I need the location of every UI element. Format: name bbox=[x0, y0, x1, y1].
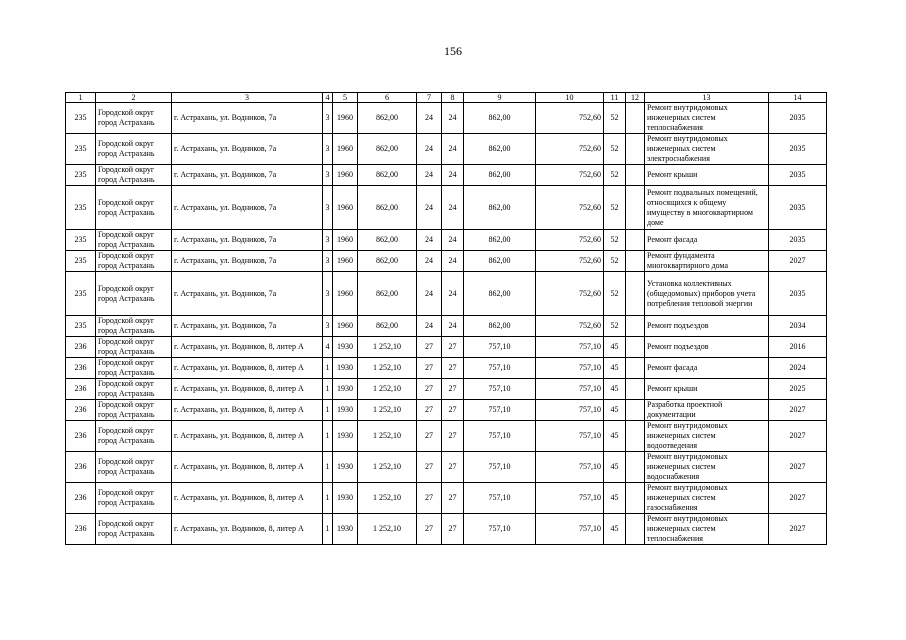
record-id-cell: 236 bbox=[66, 337, 96, 358]
address-cell: г. Астрахань, ул. Водников, 8, литер А bbox=[172, 379, 323, 400]
extra-column-cell bbox=[626, 186, 645, 230]
record-id-cell: 236 bbox=[66, 421, 96, 452]
floors-cell: 1 bbox=[323, 358, 333, 379]
year-built-cell: 1930 bbox=[333, 483, 358, 514]
apartments-cell: 24 bbox=[417, 251, 442, 272]
floors-cell: 1 bbox=[323, 452, 333, 483]
wear-percent-cell: 52 bbox=[604, 316, 626, 337]
column-header: 9 bbox=[464, 93, 536, 103]
apartments-cell: 24 bbox=[417, 134, 442, 165]
municipality-cell: Городской округ город Астрахань bbox=[96, 103, 172, 134]
extra-column-cell bbox=[626, 316, 645, 337]
residential-area-cell: 757,10 bbox=[536, 452, 604, 483]
apartments-cell: 24 bbox=[417, 316, 442, 337]
residents-cell: 24 bbox=[442, 165, 464, 186]
extra-column-cell bbox=[626, 230, 645, 251]
total-area-cell: 862,00 bbox=[358, 316, 417, 337]
total-area-cell: 1 252,10 bbox=[358, 421, 417, 452]
year-built-cell: 1960 bbox=[333, 316, 358, 337]
wear-percent-cell: 45 bbox=[604, 514, 626, 545]
planned-year-cell: 2016 bbox=[769, 337, 827, 358]
municipality-cell: Городской округ город Астрахань bbox=[96, 421, 172, 452]
planned-year-cell: 2027 bbox=[769, 452, 827, 483]
column-header: 5 bbox=[333, 93, 358, 103]
total-area-cell: 1 252,10 bbox=[358, 379, 417, 400]
extra-column-cell bbox=[626, 337, 645, 358]
floors-cell: 1 bbox=[323, 514, 333, 545]
residential-area-cell: 752,60 bbox=[536, 134, 604, 165]
residents-cell: 27 bbox=[442, 452, 464, 483]
record-id-cell: 235 bbox=[66, 134, 96, 165]
column-header: 8 bbox=[442, 93, 464, 103]
residents-cell: 24 bbox=[442, 186, 464, 230]
record-id-cell: 236 bbox=[66, 358, 96, 379]
living-area-cell: 862,00 bbox=[464, 186, 536, 230]
year-built-cell: 1930 bbox=[333, 421, 358, 452]
floors-cell: 1 bbox=[323, 379, 333, 400]
planned-year-cell: 2027 bbox=[769, 421, 827, 452]
work-type-cell: Ремонт внутридомовых инженерных систем газоснабжения bbox=[645, 483, 769, 514]
apartments-cell: 27 bbox=[417, 421, 442, 452]
address-cell: г. Астрахань, ул. Водников, 8, литер А bbox=[172, 337, 323, 358]
table-row bbox=[66, 358, 827, 379]
living-area-cell: 862,00 bbox=[464, 134, 536, 165]
total-area-cell: 862,00 bbox=[358, 134, 417, 165]
extra-column-cell bbox=[626, 400, 645, 421]
column-header: 1 bbox=[66, 93, 96, 103]
residents-cell: 27 bbox=[442, 421, 464, 452]
living-area-cell: 862,00 bbox=[464, 103, 536, 134]
table-row bbox=[66, 316, 827, 337]
year-built-cell: 1930 bbox=[333, 452, 358, 483]
year-built-cell: 1930 bbox=[333, 358, 358, 379]
address-cell: г. Астрахань, ул. Водников, 7а bbox=[172, 230, 323, 251]
planned-year-cell: 2035 bbox=[769, 103, 827, 134]
table-row bbox=[66, 272, 827, 316]
living-area-cell: 757,10 bbox=[464, 514, 536, 545]
table-row bbox=[66, 421, 827, 452]
residents-cell: 27 bbox=[442, 379, 464, 400]
total-area-cell: 862,00 bbox=[358, 186, 417, 230]
residential-area-cell: 757,10 bbox=[536, 400, 604, 421]
table-row bbox=[66, 400, 827, 421]
floors-cell: 3 bbox=[323, 165, 333, 186]
total-area-cell: 1 252,10 bbox=[358, 483, 417, 514]
planned-year-cell: 2027 bbox=[769, 400, 827, 421]
living-area-cell: 757,10 bbox=[464, 400, 536, 421]
apartments-cell: 27 bbox=[417, 483, 442, 514]
living-area-cell: 757,10 bbox=[464, 483, 536, 514]
column-header: 13 bbox=[645, 93, 769, 103]
address-cell: г. Астрахань, ул. Водников, 7а bbox=[172, 316, 323, 337]
residential-area-cell: 757,10 bbox=[536, 337, 604, 358]
column-header: 4 bbox=[323, 93, 333, 103]
municipality-cell: Городской округ город Астрахань bbox=[96, 165, 172, 186]
municipality-cell: Городской округ город Астрахань bbox=[96, 134, 172, 165]
work-type-cell: Ремонт подъездов bbox=[645, 316, 769, 337]
living-area-cell: 757,10 bbox=[464, 421, 536, 452]
record-id-cell: 235 bbox=[66, 272, 96, 316]
year-built-cell: 1960 bbox=[333, 165, 358, 186]
record-id-cell: 235 bbox=[66, 251, 96, 272]
work-type-cell: Ремонт фасада bbox=[645, 358, 769, 379]
wear-percent-cell: 45 bbox=[604, 452, 626, 483]
municipality-cell: Городской округ город Астрахань bbox=[96, 483, 172, 514]
wear-percent-cell: 45 bbox=[604, 358, 626, 379]
extra-column-cell bbox=[626, 452, 645, 483]
year-built-cell: 1930 bbox=[333, 337, 358, 358]
extra-column-cell bbox=[626, 165, 645, 186]
living-area-cell: 757,10 bbox=[464, 358, 536, 379]
work-type-cell: Разработка проектной документации bbox=[645, 400, 769, 421]
residents-cell: 24 bbox=[442, 272, 464, 316]
work-type-cell: Ремонт внутридомовых инженерных систем теплоснабжения bbox=[645, 514, 769, 545]
municipality-cell: Городской округ город Астрахань bbox=[96, 316, 172, 337]
total-area-cell: 1 252,10 bbox=[358, 452, 417, 483]
living-area-cell: 862,00 bbox=[464, 272, 536, 316]
apartments-cell: 24 bbox=[417, 230, 442, 251]
year-built-cell: 1960 bbox=[333, 230, 358, 251]
address-cell: г. Астрахань, ул. Водников, 7а bbox=[172, 186, 323, 230]
residents-cell: 24 bbox=[442, 230, 464, 251]
planned-year-cell: 2025 bbox=[769, 379, 827, 400]
apartments-cell: 24 bbox=[417, 272, 442, 316]
work-type-cell: Ремонт подвальных помещений, относящихся к общему имуществу в многоквартирном доме bbox=[645, 186, 769, 230]
record-id-cell: 235 bbox=[66, 186, 96, 230]
extra-column-cell bbox=[626, 272, 645, 316]
year-built-cell: 1930 bbox=[333, 400, 358, 421]
year-built-cell: 1930 bbox=[333, 514, 358, 545]
residents-cell: 27 bbox=[442, 483, 464, 514]
table-row bbox=[66, 483, 827, 514]
record-id-cell: 236 bbox=[66, 452, 96, 483]
total-area-cell: 862,00 bbox=[358, 272, 417, 316]
table-row bbox=[66, 514, 827, 545]
column-header: 2 bbox=[96, 93, 172, 103]
work-type-cell: Ремонт внутридомовых инженерных систем электроснабжения bbox=[645, 134, 769, 165]
record-id-cell: 236 bbox=[66, 514, 96, 545]
municipality-cell: Городской округ город Астрахань bbox=[96, 358, 172, 379]
table-row bbox=[66, 230, 827, 251]
table-row bbox=[66, 379, 827, 400]
wear-percent-cell: 52 bbox=[604, 272, 626, 316]
living-area-cell: 757,10 bbox=[464, 337, 536, 358]
wear-percent-cell: 52 bbox=[604, 134, 626, 165]
living-area-cell: 862,00 bbox=[464, 230, 536, 251]
municipality-cell: Городской округ город Астрахань bbox=[96, 337, 172, 358]
total-area-cell: 1 252,10 bbox=[358, 514, 417, 545]
floors-cell: 3 bbox=[323, 103, 333, 134]
residential-area-cell: 752,60 bbox=[536, 165, 604, 186]
municipality-cell: Городской округ город Астрахань bbox=[96, 379, 172, 400]
address-cell: г. Астрахань, ул. Водников, 7а bbox=[172, 103, 323, 134]
residential-area-cell: 752,60 bbox=[536, 186, 604, 230]
record-id-cell: 235 bbox=[66, 103, 96, 134]
residents-cell: 27 bbox=[442, 400, 464, 421]
apartments-cell: 24 bbox=[417, 186, 442, 230]
residential-area-cell: 752,60 bbox=[536, 272, 604, 316]
residential-area-cell: 757,10 bbox=[536, 483, 604, 514]
residents-cell: 24 bbox=[442, 251, 464, 272]
planned-year-cell: 2035 bbox=[769, 186, 827, 230]
table-row bbox=[66, 103, 827, 134]
apartments-cell: 27 bbox=[417, 379, 442, 400]
living-area-cell: 757,10 bbox=[464, 379, 536, 400]
column-number-row bbox=[66, 93, 827, 103]
year-built-cell: 1960 bbox=[333, 272, 358, 316]
residential-area-cell: 757,10 bbox=[536, 358, 604, 379]
planned-year-cell: 2035 bbox=[769, 272, 827, 316]
wear-percent-cell: 45 bbox=[604, 483, 626, 514]
record-id-cell: 235 bbox=[66, 165, 96, 186]
address-cell: г. Астрахань, ул. Водников, 8, литер А bbox=[172, 483, 323, 514]
floors-cell: 3 bbox=[323, 134, 333, 165]
total-area-cell: 862,00 bbox=[358, 103, 417, 134]
floors-cell: 3 bbox=[323, 230, 333, 251]
extra-column-cell bbox=[626, 103, 645, 134]
living-area-cell: 862,00 bbox=[464, 165, 536, 186]
residents-cell: 27 bbox=[442, 514, 464, 545]
planned-year-cell: 2027 bbox=[769, 251, 827, 272]
work-type-cell: Ремонт крыши bbox=[645, 165, 769, 186]
year-built-cell: 1960 bbox=[333, 186, 358, 230]
table-row bbox=[66, 134, 827, 165]
floors-cell: 3 bbox=[323, 316, 333, 337]
living-area-cell: 862,00 bbox=[464, 316, 536, 337]
total-area-cell: 862,00 bbox=[358, 230, 417, 251]
apartments-cell: 27 bbox=[417, 337, 442, 358]
work-type-cell: Ремонт фундамента многоквартирного дома bbox=[645, 251, 769, 272]
residents-cell: 27 bbox=[442, 358, 464, 379]
table-body bbox=[66, 103, 827, 545]
residents-cell: 24 bbox=[442, 134, 464, 165]
column-header: 3 bbox=[172, 93, 323, 103]
apartments-cell: 27 bbox=[417, 400, 442, 421]
wear-percent-cell: 45 bbox=[604, 337, 626, 358]
page-number: 156 bbox=[444, 44, 462, 58]
work-type-cell: Ремонт внутридомовых инженерных систем водоснабжения bbox=[645, 452, 769, 483]
address-cell: г. Астрахань, ул. Водников, 8, литер А bbox=[172, 421, 323, 452]
apartments-cell: 27 bbox=[417, 514, 442, 545]
address-cell: г. Астрахань, ул. Водников, 8, литер А bbox=[172, 452, 323, 483]
municipality-cell: Городской округ город Астрахань bbox=[96, 452, 172, 483]
work-type-cell: Ремонт внутридомовых инженерных систем водоотведения bbox=[645, 421, 769, 452]
address-cell: г. Астрахань, ул. Водников, 7а bbox=[172, 134, 323, 165]
extra-column-cell bbox=[626, 358, 645, 379]
table-row bbox=[66, 452, 827, 483]
planned-year-cell: 2027 bbox=[769, 514, 827, 545]
total-area-cell: 862,00 bbox=[358, 251, 417, 272]
column-header: 12 bbox=[626, 93, 645, 103]
work-type-cell: Ремонт крыши bbox=[645, 379, 769, 400]
floors-cell: 1 bbox=[323, 400, 333, 421]
wear-percent-cell: 52 bbox=[604, 230, 626, 251]
total-area-cell: 862,00 bbox=[358, 165, 417, 186]
address-cell: г. Астрахань, ул. Водников, 7а bbox=[172, 251, 323, 272]
floors-cell: 3 bbox=[323, 272, 333, 316]
residential-area-cell: 757,10 bbox=[536, 514, 604, 545]
record-id-cell: 236 bbox=[66, 400, 96, 421]
work-type-cell: Ремонт внутридомовых инженерных систем теплоснабжения bbox=[645, 103, 769, 134]
municipality-cell: Городской округ город Астрахань bbox=[96, 400, 172, 421]
wear-percent-cell: 45 bbox=[604, 400, 626, 421]
address-cell: г. Астрахань, ул. Водников, 7а bbox=[172, 272, 323, 316]
floors-cell: 1 bbox=[323, 483, 333, 514]
planned-year-cell: 2024 bbox=[769, 358, 827, 379]
extra-column-cell bbox=[626, 421, 645, 452]
year-built-cell: 1930 bbox=[333, 379, 358, 400]
residents-cell: 24 bbox=[442, 103, 464, 134]
extra-column-cell bbox=[626, 251, 645, 272]
apartments-cell: 24 bbox=[417, 165, 442, 186]
municipality-cell: Городской округ город Астрахань bbox=[96, 514, 172, 545]
apartments-cell: 27 bbox=[417, 358, 442, 379]
planned-year-cell: 2027 bbox=[769, 483, 827, 514]
year-built-cell: 1960 bbox=[333, 103, 358, 134]
column-header: 7 bbox=[417, 93, 442, 103]
planned-year-cell: 2035 bbox=[769, 165, 827, 186]
year-built-cell: 1960 bbox=[333, 251, 358, 272]
total-area-cell: 1 252,10 bbox=[358, 358, 417, 379]
total-area-cell: 1 252,10 bbox=[358, 337, 417, 358]
column-header: 6 bbox=[358, 93, 417, 103]
living-area-cell: 757,10 bbox=[464, 452, 536, 483]
planned-year-cell: 2035 bbox=[769, 230, 827, 251]
extra-column-cell bbox=[626, 134, 645, 165]
table-row bbox=[66, 251, 827, 272]
residential-area-cell: 752,60 bbox=[536, 251, 604, 272]
apartments-cell: 24 bbox=[417, 103, 442, 134]
table-row bbox=[66, 186, 827, 230]
floors-cell: 3 bbox=[323, 251, 333, 272]
address-cell: г. Астрахань, ул. Водников, 8, литер А bbox=[172, 358, 323, 379]
capital-repair-table bbox=[65, 92, 827, 545]
living-area-cell: 862,00 bbox=[464, 251, 536, 272]
planned-year-cell: 2034 bbox=[769, 316, 827, 337]
residents-cell: 27 bbox=[442, 337, 464, 358]
work-type-cell: Ремонт подъездов bbox=[645, 337, 769, 358]
residential-area-cell: 752,60 bbox=[536, 230, 604, 251]
apartments-cell: 27 bbox=[417, 452, 442, 483]
address-cell: г. Астрахань, ул. Водников, 8, литер А bbox=[172, 400, 323, 421]
record-id-cell: 235 bbox=[66, 316, 96, 337]
column-header: 14 bbox=[769, 93, 827, 103]
table-row bbox=[66, 165, 827, 186]
residential-area-cell: 757,10 bbox=[536, 421, 604, 452]
year-built-cell: 1960 bbox=[333, 134, 358, 165]
municipality-cell: Городской округ город Астрахань bbox=[96, 186, 172, 230]
residential-area-cell: 752,60 bbox=[536, 316, 604, 337]
floors-cell: 1 bbox=[323, 421, 333, 452]
wear-percent-cell: 52 bbox=[604, 186, 626, 230]
wear-percent-cell: 52 bbox=[604, 103, 626, 134]
total-area-cell: 1 252,10 bbox=[358, 400, 417, 421]
floors-cell: 4 bbox=[323, 337, 333, 358]
address-cell: г. Астрахань, ул. Водников, 7а bbox=[172, 165, 323, 186]
record-id-cell: 236 bbox=[66, 483, 96, 514]
work-type-cell: Установка коллективных (общедомовых) приборов учета потребления тепловой энергии bbox=[645, 272, 769, 316]
table-row bbox=[66, 337, 827, 358]
record-id-cell: 236 bbox=[66, 379, 96, 400]
residential-area-cell: 752,60 bbox=[536, 103, 604, 134]
extra-column-cell bbox=[626, 483, 645, 514]
planned-year-cell: 2035 bbox=[769, 134, 827, 165]
municipality-cell: Городской округ город Астрахань bbox=[96, 230, 172, 251]
wear-percent-cell: 45 bbox=[604, 421, 626, 452]
address-cell: г. Астрахань, ул. Водников, 8, литер А bbox=[172, 514, 323, 545]
wear-percent-cell: 52 bbox=[604, 165, 626, 186]
wear-percent-cell: 45 bbox=[604, 379, 626, 400]
record-id-cell: 235 bbox=[66, 230, 96, 251]
column-header: 10 bbox=[536, 93, 604, 103]
municipality-cell: Городской округ город Астрахань bbox=[96, 251, 172, 272]
floors-cell: 3 bbox=[323, 186, 333, 230]
wear-percent-cell: 52 bbox=[604, 251, 626, 272]
work-type-cell: Ремонт фасада bbox=[645, 230, 769, 251]
extra-column-cell bbox=[626, 379, 645, 400]
column-header: 11 bbox=[604, 93, 626, 103]
municipality-cell: Городской округ город Астрахань bbox=[96, 272, 172, 316]
residents-cell: 24 bbox=[442, 316, 464, 337]
residential-area-cell: 757,10 bbox=[536, 379, 604, 400]
extra-column-cell bbox=[626, 514, 645, 545]
